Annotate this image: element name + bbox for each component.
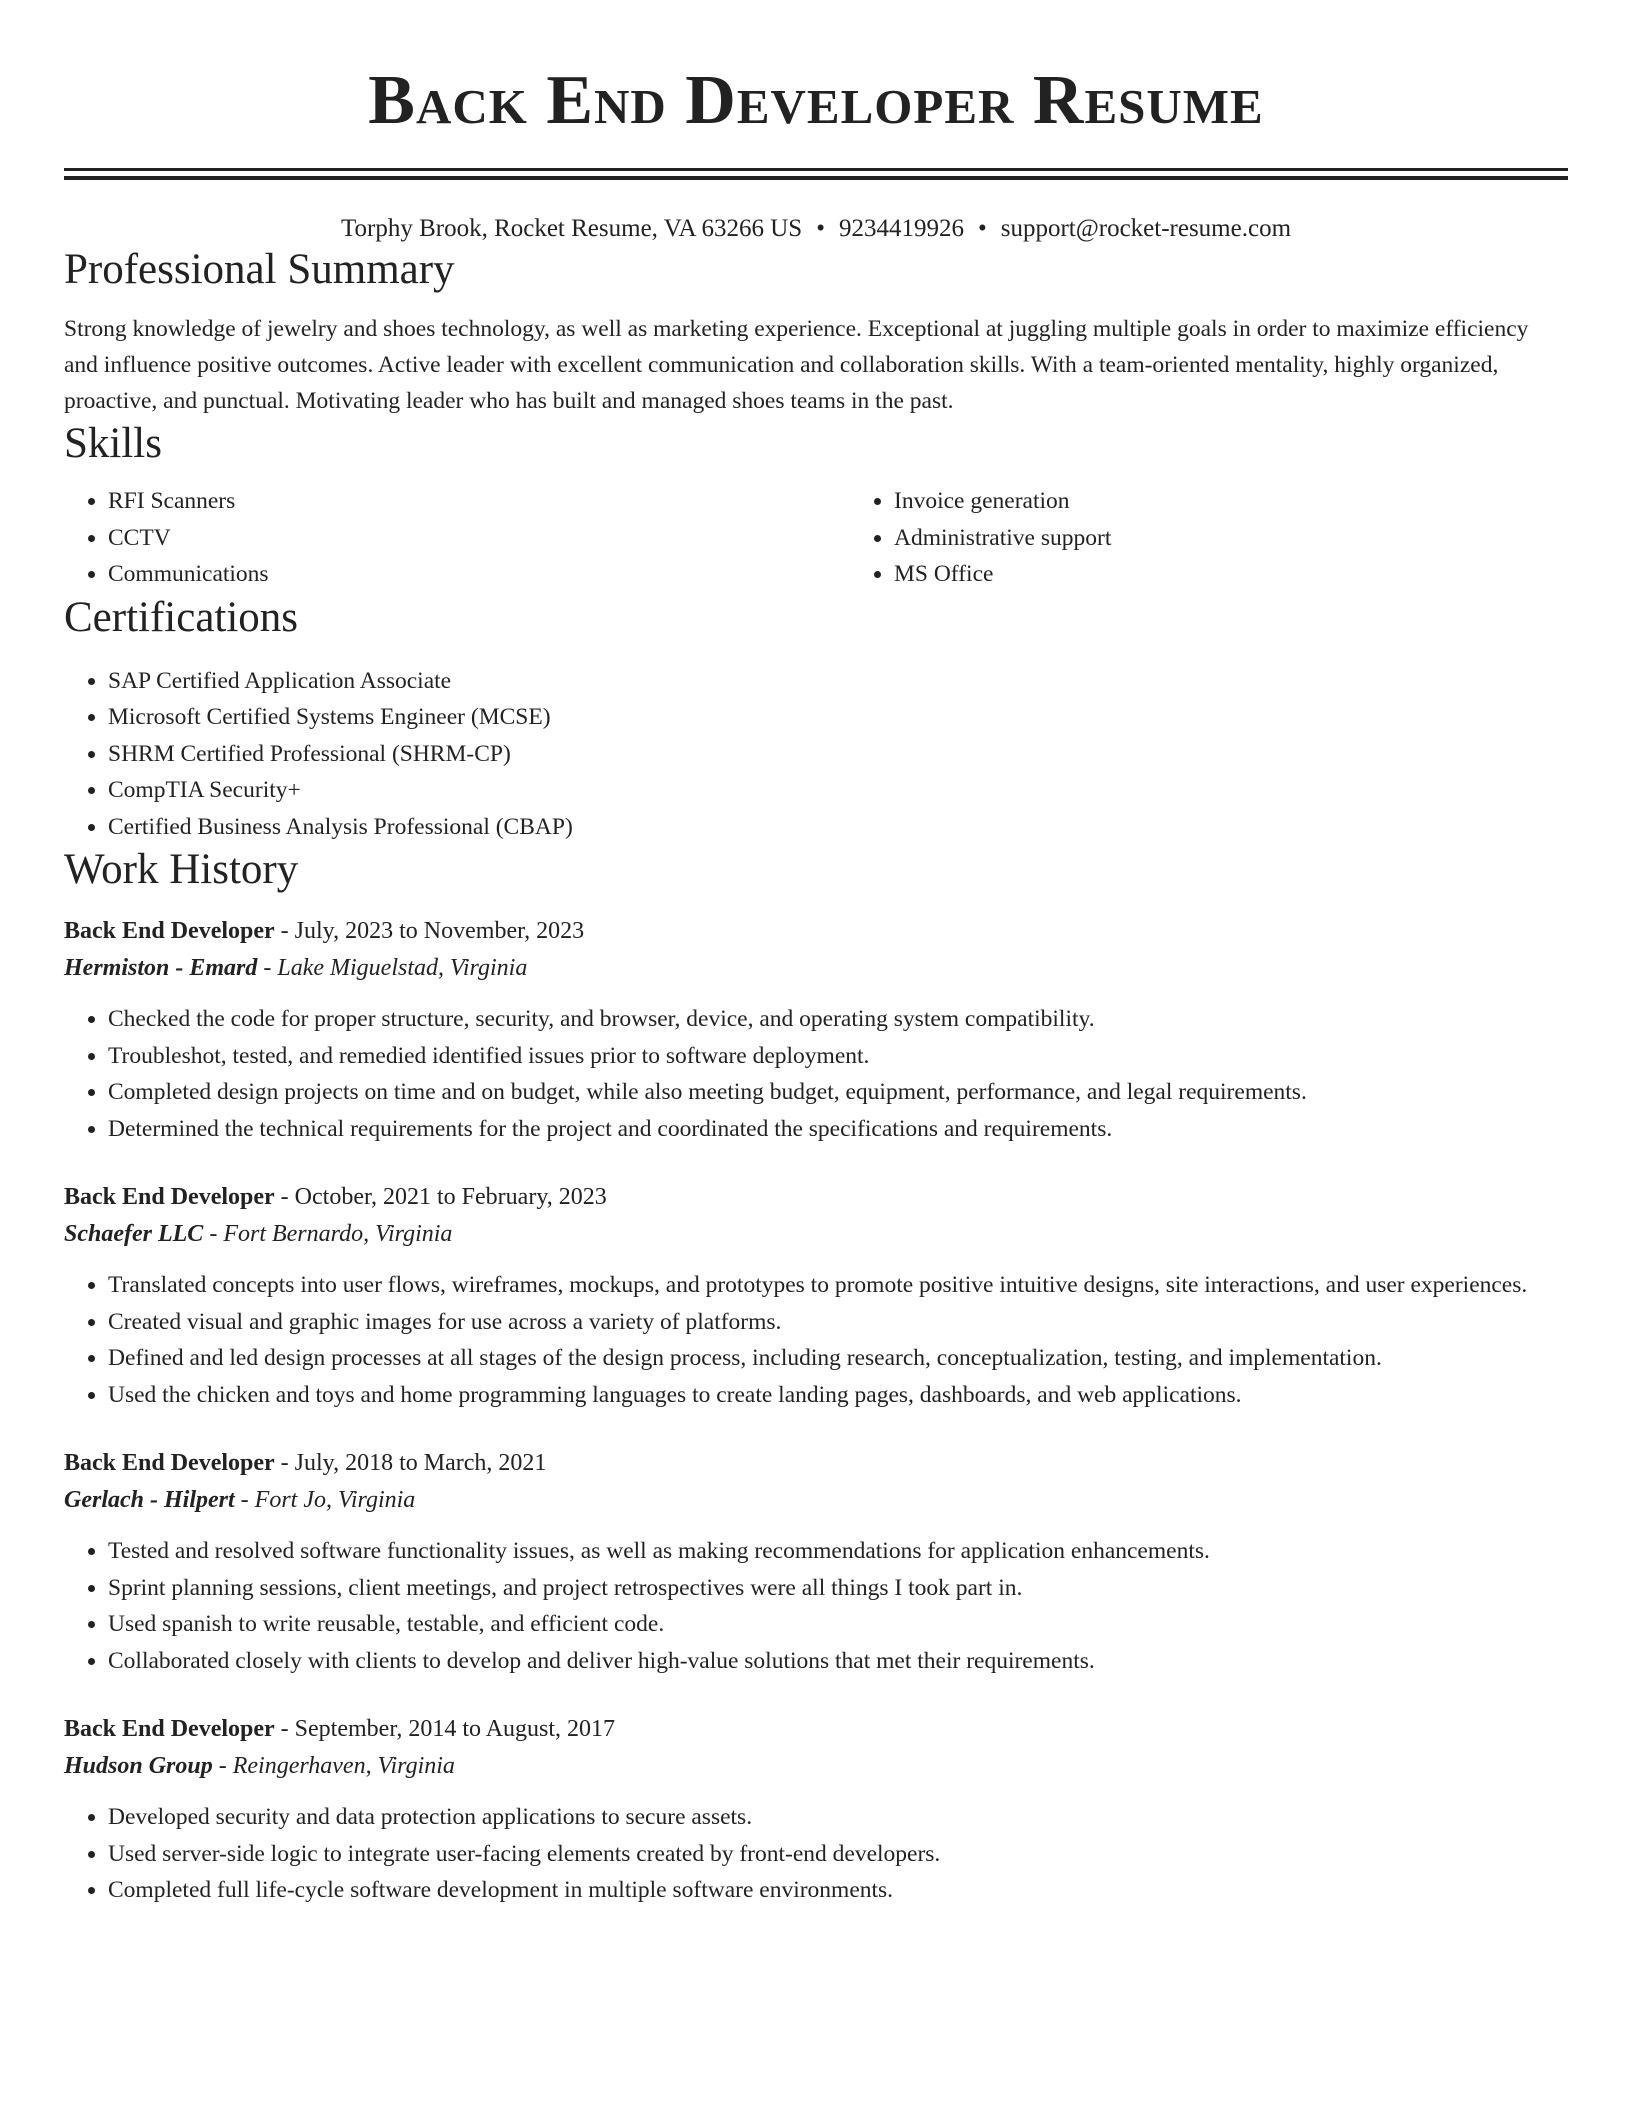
job-bullet: • Created visual and graphic images for use across a variety of platforms. <box>108 1304 1568 1341</box>
summary-heading: Professional Summary <box>64 246 455 293</box>
job-company-line: Hudson Group - Reingerhaven, Virginia <box>64 1753 455 1779</box>
certifications-heading: Certifications <box>64 593 299 641</box>
certifications-list <box>64 663 1568 846</box>
job-bullets <box>64 1799 1568 1909</box>
job-title-line: Back End Developer - September, 2014 to August, 2017 <box>64 1716 616 1742</box>
title-rule-top <box>64 168 1568 171</box>
contact-phone: 9234419926 <box>838 215 964 242</box>
job-dates: September, 2014 to August, 2017 <box>294 1716 616 1742</box>
job-company: Gerlach - Hilpert <box>64 1487 235 1513</box>
job-bullet: • Completed full life-cycle software development in multiple software environments. <box>108 1872 1568 1909</box>
contact-email: support@rocket-resume.com <box>1000 215 1292 242</box>
resume-page <box>64 0 1568 1909</box>
job-bullet: • Translated concepts into user flows, wireframes, mockups, and prototypes to promote positive intuitive designs, site interactions, and user experiences. <box>108 1267 1568 1304</box>
title-rule-bottom <box>64 176 1568 180</box>
job-location: Fort Bernardo, Virginia <box>223 1221 453 1247</box>
job-bullet: • Used server-side logic to integrate user-facing elements created by front-end developers. <box>108 1836 1568 1873</box>
skills-heading: Skills <box>64 420 162 467</box>
job-entry <box>64 913 1568 1147</box>
job-bullet: • Used spanish to write reusable, testable, and efficient code. <box>108 1606 1568 1643</box>
certification-item: • SAP Certified Application Associate <box>108 663 1568 700</box>
work-history-heading: Work History <box>64 846 299 893</box>
job-role: Back End Developer <box>64 1184 275 1210</box>
job-role: Back End Developer <box>64 1450 275 1476</box>
contact-address: Torphy Brook, Rocket Resume, VA 63266 US <box>340 215 803 242</box>
job-title-line: Back End Developer - July, 2018 to March, 2021 <box>64 1450 547 1476</box>
job-entry <box>64 1179 1568 1413</box>
skills-list-left <box>64 483 850 593</box>
job-title-line: Back End Developer - July, 2023 to November, 2023 <box>64 918 585 944</box>
job-bullet: • Completed design projects on time and on budget, while also meeting budget, equipment, performance, and legal requirements. <box>108 1074 1568 1111</box>
job-bullet: • Determined the technical requirements for the project and coordinated the specifications and requirements. <box>108 1111 1568 1148</box>
job-dates: July, 2023 to November, 2023 <box>294 918 585 944</box>
skills-list-right <box>850 483 1632 593</box>
job-bullet: • Checked the code for proper structure, security, and browser, device, and operating system compatibility. <box>108 1001 1568 1038</box>
contact-separator: • <box>977 215 987 242</box>
job-location: Lake Miguelstad, Virginia <box>277 955 528 981</box>
job-company-line: Schaefer LLC - Fort Bernardo, Virginia <box>64 1221 453 1247</box>
skill-item: • Administrative support <box>894 520 1632 557</box>
skill-item: • Invoice generation <box>894 483 1632 520</box>
skills-columns <box>64 483 1568 593</box>
job-bullet: • Collaborated closely with clients to develop and deliver high-value solutions that met their requirements. <box>108 1643 1568 1680</box>
certification-item: • Certified Business Analysis Professional (CBAP) <box>108 809 1568 846</box>
job-location: Fort Jo, Virginia <box>254 1487 416 1513</box>
contact-separator: • <box>816 215 825 242</box>
job-role: Back End Developer <box>64 1716 275 1742</box>
job-bullet: • Sprint planning sessions, client meetings, and project retrospectives were all things I took part in. <box>108 1570 1568 1607</box>
certification-item: • Microsoft Certified Systems Engineer (MCSE) <box>108 699 1568 736</box>
skill-item: • MS Office <box>894 556 1632 593</box>
job-dates: October, 2021 to February, 2023 <box>294 1184 607 1210</box>
skill-item: • RFI Scanners <box>108 483 850 520</box>
job-bullet: • Tested and resolved software functionality issues, as well as making recommendations for application enhancements. <box>108 1533 1568 1570</box>
job-bullet: • Developed security and data protection applications to secure assets. <box>108 1799 1568 1836</box>
job-company-line: Gerlach - Hilpert - Fort Jo, Virginia <box>64 1487 416 1513</box>
skill-item: • Communications <box>108 556 850 593</box>
job-bullet: • Defined and led design processes at all stages of the design process, including research, conceptualization, testing, and implementation. <box>108 1340 1568 1377</box>
certification-item: • CompTIA Security+ <box>108 772 1568 809</box>
job-company: Schaefer LLC <box>64 1221 204 1247</box>
job-title-line: Back End Developer - October, 2021 to February, 2023 <box>64 1184 607 1210</box>
job-dates: July, 2018 to March, 2021 <box>294 1450 547 1476</box>
job-company: Hudson Group <box>64 1753 213 1779</box>
job-entry <box>64 1711 1568 1909</box>
job-bullet: • Used the chicken and toys and home programming languages to create landing pages, dashboards, and web applications. <box>108 1377 1568 1414</box>
certification-item: • SHRM Certified Professional (SHRM-CP) <box>108 736 1568 773</box>
job-bullets <box>64 1533 1568 1679</box>
contact-line <box>64 213 1568 245</box>
job-bullet: • Troubleshot, tested, and remedied identified issues prior to software deployment. <box>108 1038 1568 1075</box>
resume-title: Back End Developer Resume <box>368 62 1264 139</box>
job-role: Back End Developer <box>64 918 275 944</box>
work-history-list <box>64 913 1568 1909</box>
job-bullets <box>64 1001 1568 1147</box>
job-location: Reingerhaven, Virginia <box>232 1753 455 1779</box>
job-company: Hermiston - Emard <box>64 955 258 981</box>
job-company-line: Hermiston - Emard - Lake Miguelstad, Virginia <box>64 955 528 981</box>
skill-item: • CCTV <box>108 520 850 557</box>
summary-text: Strong knowledge of jewelry and shoes technology, as well as marketing experience. Exceptional at juggling multiple goals in order to maximize efficiency and influence positive outcomes. Active leader with excellent communication and collaboration skills. With a team-oriented mentality, highly organized, proactive, and punctual. Motivating leader who has built and managed shoes teams in the past. <box>64 316 1529 414</box>
job-entry <box>64 1445 1568 1679</box>
job-bullets <box>64 1267 1568 1413</box>
